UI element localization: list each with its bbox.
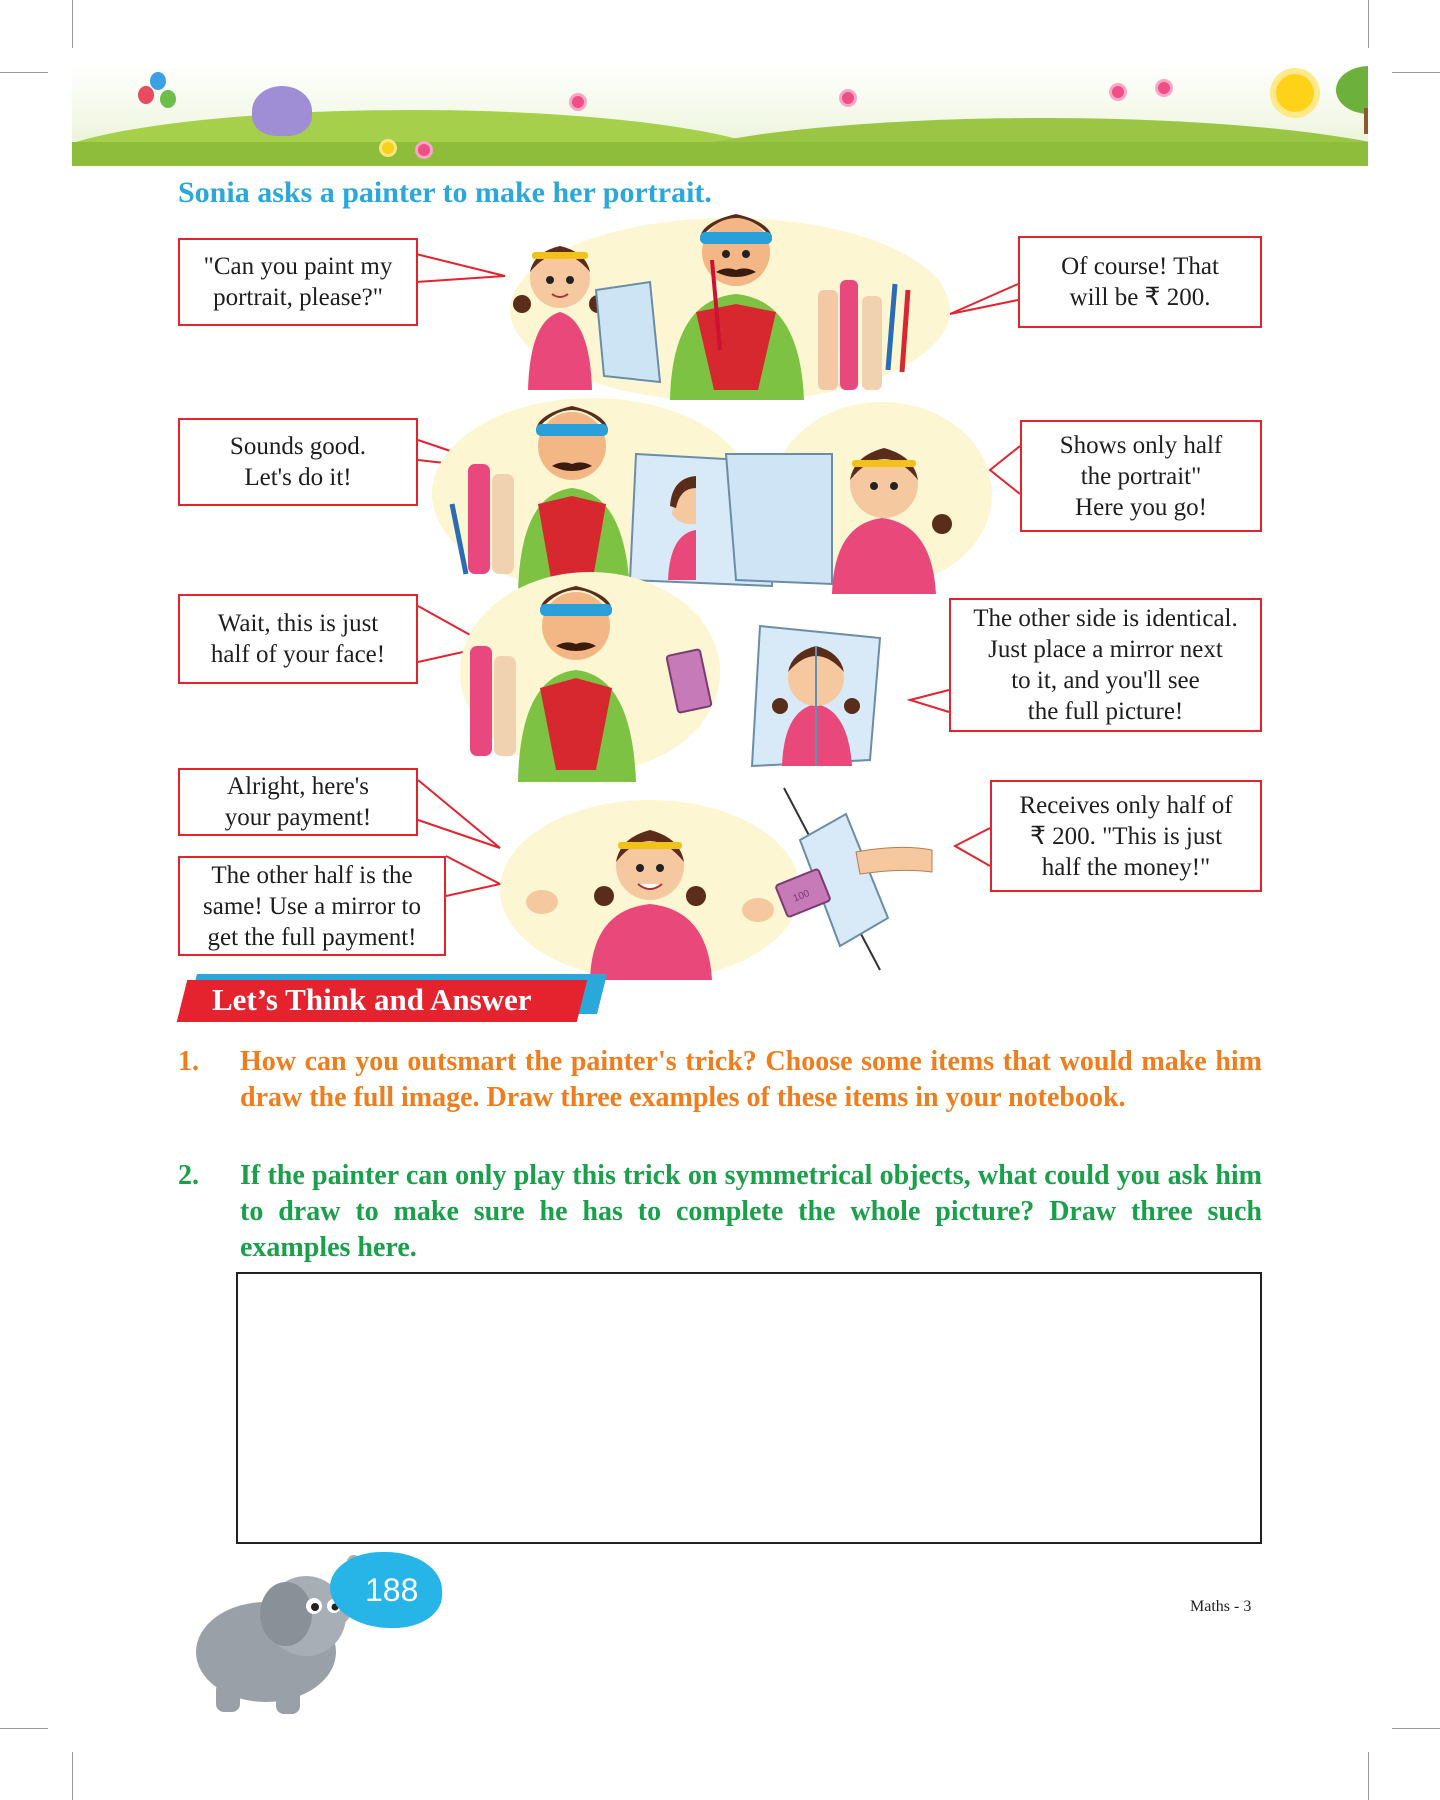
speech-box-half-money: Receives only half of ₹ 200. "This is just half the money!": [990, 780, 1262, 892]
page-heading: Sonia asks a painter to make her portrait.: [178, 176, 712, 209]
speech-box-sonia-complaint: Wait, this is just half of your face!: [178, 594, 418, 684]
section-header: [178, 974, 608, 1024]
scene-portrait-request: [500, 200, 960, 400]
speech-box-sonia-agree: Sounds good. Let's do it!: [178, 418, 418, 506]
mirror-with-note: [775, 788, 932, 970]
crop-mark: [1392, 72, 1440, 73]
question-text: How can you outsmart the painter's trick? Choose some items that would make him draw the full image. Draw three examples of these items in your notebook.: [240, 1046, 1262, 1113]
drawing-answer-box[interactable]: [236, 1272, 1262, 1544]
flower-icon: [418, 144, 430, 156]
section-title: Let’s Think and Answer: [212, 982, 532, 1017]
flower-icon: [1158, 82, 1170, 94]
book-label: Maths - 3: [1190, 1598, 1252, 1615]
mirror-portrait: [752, 626, 880, 766]
balloon-icon: [160, 90, 176, 108]
speech-box-payment: Alright, here's your payment!: [178, 768, 418, 836]
crop-mark: [1368, 0, 1369, 48]
header-banner: [72, 62, 1368, 166]
speech-box-half-portrait: Shows only half the portrait" Here you go!: [1020, 420, 1262, 532]
flower-icon: [382, 142, 394, 154]
speech-box-painter-mirror: The other side is identical. Just place a mirror next to it, and you'll see the full picture!: [949, 598, 1262, 732]
page-number: 188: [365, 1572, 419, 1608]
crop-mark: [0, 1728, 48, 1729]
flower-icon: [572, 96, 584, 108]
balloon-icon: [150, 72, 166, 90]
question-number: 1.: [178, 1046, 199, 1077]
crop-mark: [72, 0, 73, 48]
crop-mark: [0, 72, 48, 73]
blank-canvas: [596, 282, 660, 382]
speech-box-sonia-mirror: The other half is the same! Use a mirror to get the full payment!: [178, 856, 446, 956]
question-number: 2.: [178, 1160, 199, 1191]
banknote-label: 100: [791, 888, 812, 905]
speech-box-painter-price: Of course! That will be ₹ 200.: [1018, 236, 1262, 328]
flower-icon: [1112, 86, 1124, 98]
scene-mirror-suggestion: [460, 560, 920, 782]
speech-box-sonia-request: "Can you paint my portrait, please?": [178, 238, 418, 326]
question-text: If the painter can only play this trick on symmetrical objects, what could you ask him to draw to make sure he has to complete the whole picture? Draw three such examples here.: [240, 1160, 1262, 1263]
balloon-icon: [138, 86, 154, 104]
flower-icon: [842, 92, 854, 104]
scene-half-payment: [500, 780, 970, 980]
crop-mark: [1392, 1728, 1440, 1729]
crop-mark: [72, 1752, 73, 1800]
crop-mark: [1368, 1752, 1369, 1800]
elephant-mascot-icon: [252, 86, 312, 136]
sun-icon: [1276, 74, 1314, 112]
